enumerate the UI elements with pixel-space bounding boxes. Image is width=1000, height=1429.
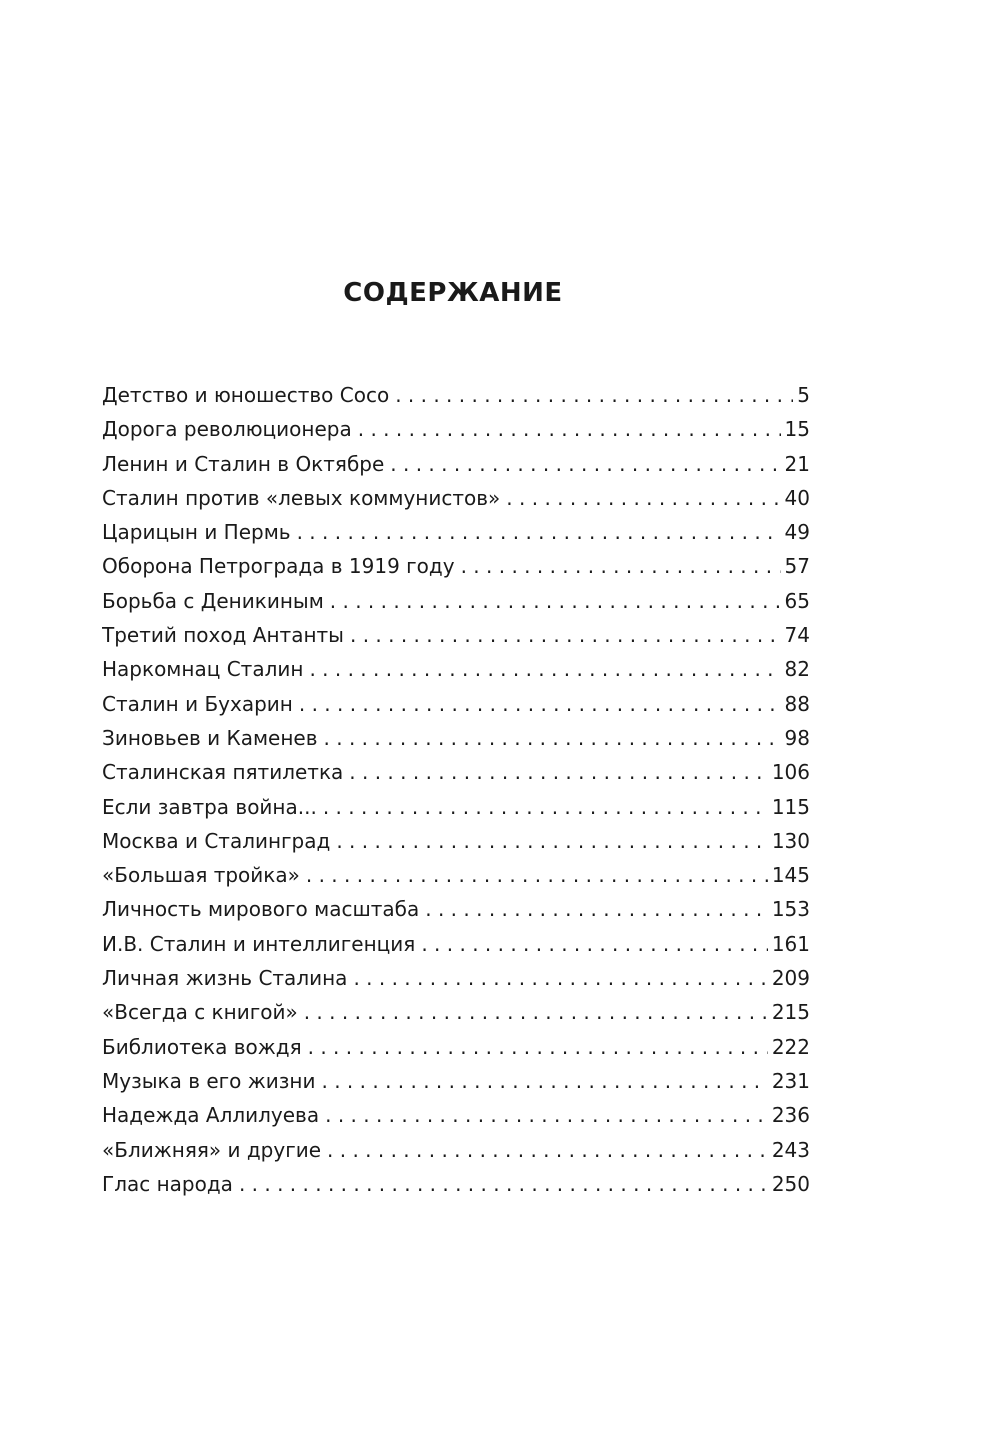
toc-entry-page: 65 — [784, 588, 810, 613]
toc-entry-title: Ленин и Сталин в Октябре — [102, 451, 385, 476]
toc-entry-page: 145 — [771, 863, 810, 888]
toc-entry-title: Оборона Петрограда в 1919 году — [102, 554, 455, 579]
toc-entry-title: Борьба с Деникиным — [102, 588, 324, 613]
page-title: СОДЕРЖАНИЕ — [343, 278, 563, 308]
toc-entry-page: 88 — [784, 691, 810, 716]
dot-leader — [395, 378, 793, 412]
toc-entry — [102, 1133, 810, 1167]
toc-entry — [102, 892, 810, 926]
toc-entry — [102, 824, 810, 858]
toc-entry — [102, 412, 810, 446]
toc-entry-title: И.В. Сталин и интеллигенция — [102, 931, 416, 956]
toc-entry-page: 57 — [784, 554, 810, 579]
toc-entry-page: 49 — [784, 520, 810, 545]
toc-entry — [102, 1030, 810, 1064]
toc-entry — [102, 447, 810, 481]
toc-entry — [102, 1064, 810, 1098]
dot-leader — [322, 1064, 768, 1098]
toc-entry — [102, 1167, 810, 1201]
toc-entry-page: 222 — [771, 1034, 810, 1059]
toc-entry-title: Сталинская пятилетка — [102, 760, 344, 785]
toc-entry-title: Если завтра война... — [102, 794, 317, 819]
toc-entry-title: Сталин против «левых коммунистов» — [102, 485, 501, 510]
dot-leader — [358, 412, 781, 446]
toc-entry — [102, 378, 810, 412]
table-of-contents — [102, 378, 810, 1201]
toc-entry-title: Личная жизнь Сталина — [102, 966, 348, 991]
toc-entry — [102, 584, 810, 618]
dot-leader — [308, 1030, 768, 1064]
toc-entry — [102, 755, 810, 789]
dot-leader — [350, 618, 781, 652]
toc-entry-page: 5 — [797, 383, 810, 407]
toc-entry-title: Царицын и Пермь — [102, 520, 291, 545]
dot-leader — [297, 515, 781, 549]
toc-entry-page: 115 — [771, 794, 810, 819]
toc-entry-page: 161 — [771, 931, 810, 956]
toc-entry-title: Личность мирового масштаба — [102, 897, 420, 922]
dot-leader — [425, 892, 768, 926]
toc-entry-page: 236 — [771, 1103, 810, 1128]
dot-leader — [421, 927, 767, 961]
toc-entry-title: Музыка в его жизни — [102, 1068, 316, 1093]
dot-leader — [324, 721, 781, 755]
toc-entry-page: 98 — [784, 725, 810, 750]
dot-leader — [336, 824, 767, 858]
dot-leader — [390, 447, 780, 481]
dot-leader — [304, 995, 768, 1029]
toc-entry-title: Наркомнац Сталин — [102, 657, 304, 682]
toc-entry-page: 40 — [784, 485, 810, 510]
toc-entry — [102, 790, 810, 824]
toc-entry-page: 250 — [771, 1171, 810, 1196]
dot-leader — [306, 858, 768, 892]
toc-entry-page: 21 — [784, 451, 810, 476]
dot-leader — [323, 790, 768, 824]
toc-entry-page: 215 — [771, 1000, 810, 1025]
toc-entry — [102, 652, 810, 686]
toc-entry — [102, 1098, 810, 1132]
toc-entry — [102, 687, 810, 721]
dot-leader — [506, 481, 780, 515]
dot-leader — [353, 961, 767, 995]
toc-entry — [102, 481, 810, 515]
toc-entry-page: 15 — [784, 417, 810, 442]
toc-entry — [102, 858, 810, 892]
toc-entry-title: Дорога революционера — [102, 417, 352, 442]
dot-leader — [309, 652, 780, 686]
toc-entry-page: 153 — [771, 897, 810, 922]
toc-entry-page: 106 — [771, 760, 810, 785]
toc-entry-page: 243 — [771, 1137, 810, 1162]
toc-entry-page: 130 — [771, 828, 810, 853]
toc-entry — [102, 927, 810, 961]
dot-leader — [461, 549, 781, 583]
toc-entry — [102, 721, 810, 755]
toc-entry — [102, 515, 810, 549]
toc-entry — [102, 549, 810, 583]
dot-leader — [330, 584, 781, 618]
toc-entry-title: Надежда Аллилуева — [102, 1103, 320, 1128]
toc-entry — [102, 995, 810, 1029]
toc-entry-title: «Большая тройка» — [102, 863, 300, 888]
toc-entry-title: Зиновьев и Каменев — [102, 725, 318, 750]
dot-leader — [327, 1133, 768, 1167]
toc-entry-title: «Всегда с книгой» — [102, 1000, 298, 1025]
toc-entry-title: Глас народа — [102, 1171, 233, 1196]
toc-entry-page: 82 — [784, 657, 810, 682]
dot-leader — [239, 1167, 768, 1201]
toc-entry-title: Детство и юношество Сосо — [102, 383, 390, 407]
dot-leader — [349, 755, 768, 789]
toc-entry-title: Третий поход Антанты — [102, 623, 344, 648]
toc-entry-page: 209 — [771, 966, 810, 991]
toc-entry — [102, 618, 810, 652]
toc-entry-title: Москва и Сталинград — [102, 828, 331, 853]
dot-leader — [299, 687, 781, 721]
dot-leader — [325, 1098, 768, 1132]
toc-entry-title: «Ближняя» и другие — [102, 1137, 322, 1162]
toc-entry-page: 74 — [784, 623, 810, 648]
toc-entry-title: Библиотека вождя — [102, 1034, 302, 1059]
toc-entry — [102, 961, 810, 995]
toc-entry-title: Сталин и Бухарин — [102, 691, 293, 716]
toc-entry-page: 231 — [771, 1068, 810, 1093]
